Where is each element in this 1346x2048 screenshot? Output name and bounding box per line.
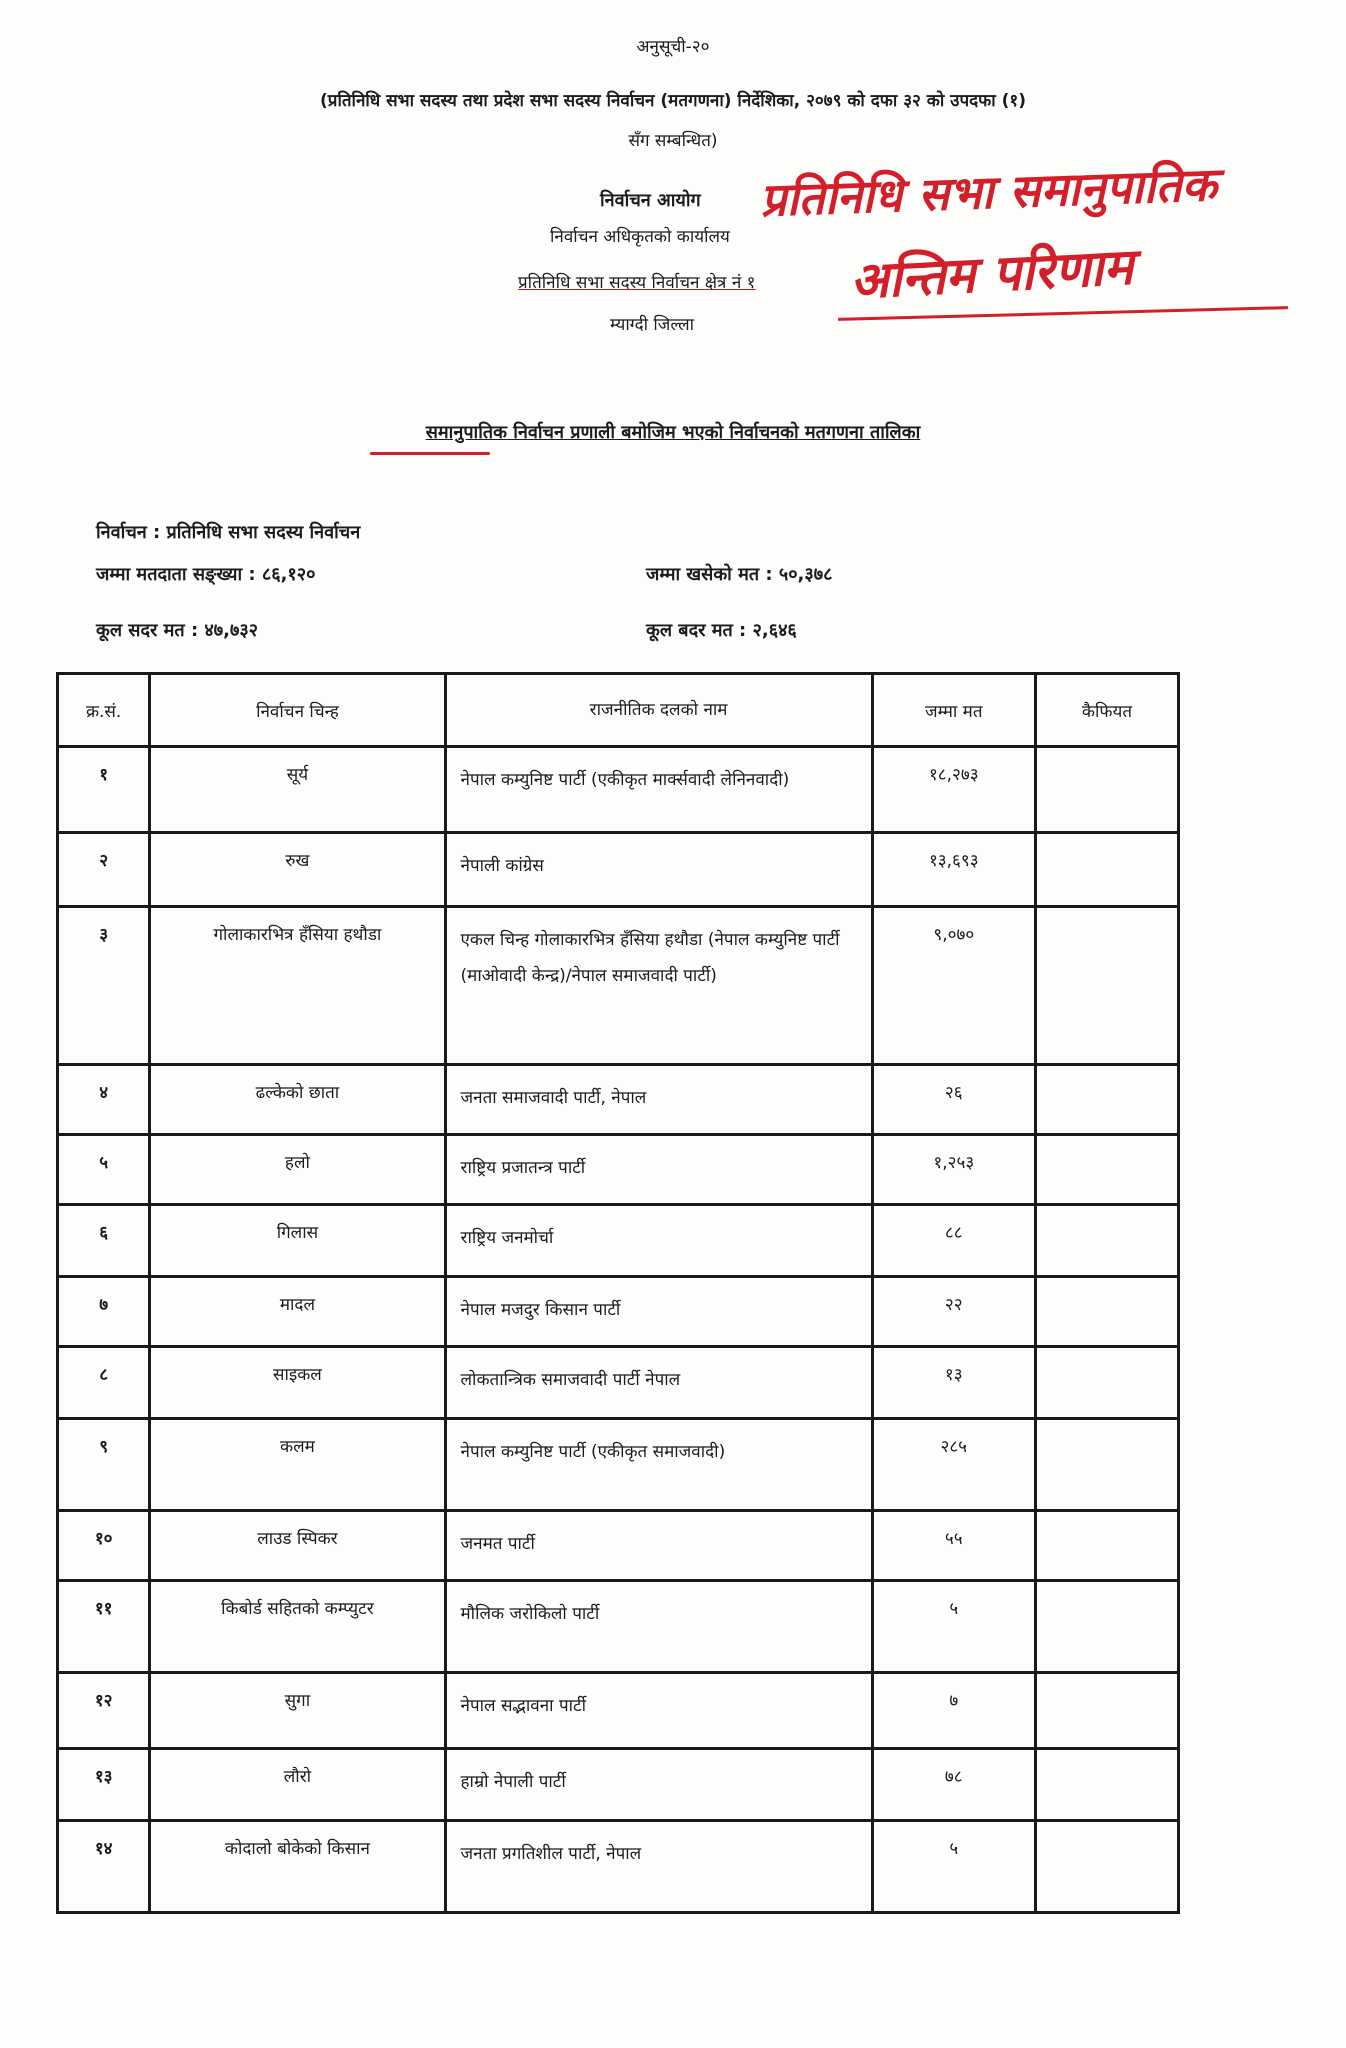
row-sn: ५ [58,1135,150,1205]
row-party: लोकतान्त्रिक समाजवादी पार्टी नेपाल [445,1347,872,1419]
row-votes: २८५ [872,1419,1035,1511]
table-row [58,1065,1179,1135]
constituency-title: प्रतिनिधि सभा सदस्य निर्वाचन क्षेत्र नं १ [518,273,756,293]
table-row [58,1205,1179,1277]
row-remarks [1035,1821,1178,1913]
table-title: समानुपातिक निर्वाचन प्रणाली बमोजिम भएको निर्वाचनको मतगणना तालिका [425,422,921,443]
row-remarks [1035,833,1178,907]
total-valid-votes: कूल सदर मत : ४७,७३२ [96,620,259,641]
row-votes: १३,६९३ [872,833,1035,907]
row-votes: ९,०७० [872,907,1035,1065]
row-sn: ९ [58,1419,150,1511]
row-sn: १३ [58,1749,150,1821]
total-votes-cast: जम्मा खसेको मत : ५०,३७८ [646,564,833,585]
commission-title: निर्वाचन आयोग [600,190,701,211]
col-header-party: राजनीतिक दलको नाम [445,674,872,747]
row-remarks [1035,1347,1178,1419]
row-votes: ७ [872,1673,1035,1749]
table-row [58,1511,1179,1581]
total-invalid-votes: कूल बदर मत : २,६४६ [646,620,797,641]
table-row [58,833,1179,907]
table-row [58,1673,1179,1749]
row-remarks [1035,1581,1178,1673]
row-sn: २ [58,833,150,907]
row-remarks [1035,1749,1178,1821]
reference-line: (प्रतिनिधि सभा सदस्य तथा प्रदेश सभा सदस्य निर्वाचन (मतगणना) निर्देशिका, २०७९ को दफा ३२ को उपदफा (१) [320,91,1026,111]
row-symbol: किबोर्ड सहितको कम्प्युटर [150,1581,445,1673]
row-sn: ३ [58,907,150,1065]
row-symbol: लौरो [150,1749,445,1821]
row-sn: ७ [58,1277,150,1347]
office-title: निर्वाचन अधिकृतको कार्यालय [550,227,730,247]
col-header-symbol: निर्वाचन चिन्ह [150,674,445,747]
row-symbol: साइकल [150,1347,445,1419]
row-party: जनता समाजवादी पार्टी, नेपाल [445,1065,872,1135]
row-symbol: गोलाकारभित्र हँसिया हथौडा [150,907,445,1065]
handwritten-annotation-1: प्रतिनिधि सभा समानुपातिक [759,157,1218,227]
row-symbol: कलम [150,1419,445,1511]
results-table [56,672,1180,1914]
handwritten-annotation-2: अन्तिम परिणाम [848,236,1135,311]
row-remarks [1035,747,1178,833]
row-votes: २६ [872,1065,1035,1135]
row-sn: १ [58,747,150,833]
row-symbol: सूर्य [150,747,445,833]
row-party: नेपाल मजदुर किसान पार्टी [445,1277,872,1347]
row-party: राष्ट्रिय जनमोर्चा [445,1205,872,1277]
row-party: नेपाल सद्भावना पार्टी [445,1673,872,1749]
row-votes: ७८ [872,1749,1035,1821]
row-sn: ६ [58,1205,150,1277]
table-row [58,1277,1179,1347]
row-party: जनमत पार्टी [445,1511,872,1581]
col-header-sn: क्र.सं. [58,674,150,747]
row-remarks [1035,907,1178,1065]
row-symbol: मादल [150,1277,445,1347]
row-party: राष्ट्रिय प्रजातन्त्र पार्टी [445,1135,872,1205]
table-body [58,747,1179,1913]
row-votes: १३ [872,1347,1035,1419]
election-type: निर्वाचन : प्रतिनिधि सभा सदस्य निर्वाचन [96,522,361,543]
table-row [58,1581,1179,1673]
col-header-votes: जम्मा मत [872,674,1035,747]
row-remarks [1035,1511,1178,1581]
row-votes: ८८ [872,1205,1035,1277]
table-row [58,907,1179,1065]
row-remarks [1035,1065,1178,1135]
table-row [58,1749,1179,1821]
reference-line-2: सँग सम्बन्धित) [628,131,718,151]
row-remarks [1035,1135,1178,1205]
row-party: नेपाल कम्युनिष्ट पार्टी (एकीकृत समाजवादी) [445,1419,872,1511]
table-row [58,1347,1179,1419]
row-votes: ५ [872,1821,1035,1913]
row-party: नेपाल कम्युनिष्ट पार्टी (एकीकृत मार्क्सवादी लेनिनवादी) [445,747,872,833]
table-row [58,1821,1179,1913]
row-sn: ११ [58,1581,150,1673]
row-sn: ८ [58,1347,150,1419]
row-symbol: लाउड स्पिकर [150,1511,445,1581]
row-sn: १४ [58,1821,150,1913]
row-votes: ५ [872,1581,1035,1673]
red-underline-mark [370,452,490,455]
row-votes: १,२५३ [872,1135,1035,1205]
table-header-row [58,674,1179,747]
row-symbol: हलो [150,1135,445,1205]
row-sn: १२ [58,1673,150,1749]
row-party: नेपाली कांग्रेस [445,833,872,907]
row-party: जनता प्रगतिशील पार्टी, नेपाल [445,1821,872,1913]
col-header-remarks: कैफियत [1035,674,1178,747]
row-symbol: गिलास [150,1205,445,1277]
total-voters: जम्मा मतदाता सङ्ख्या : ८६,१२० [96,564,316,585]
row-symbol: ढल्केको छाता [150,1065,445,1135]
row-remarks [1035,1673,1178,1749]
row-party: मौलिक जरोकिलो पार्टी [445,1581,872,1673]
row-symbol: सुगा [150,1673,445,1749]
district-title: म्याग्दी जिल्ला [610,315,695,335]
row-sn: ४ [58,1065,150,1135]
row-votes: ५५ [872,1511,1035,1581]
table-row [58,1135,1179,1205]
row-votes: १८,२७३ [872,747,1035,833]
row-remarks [1035,1277,1178,1347]
row-party: हाम्रो नेपाली पार्टी [445,1749,872,1821]
row-party: एकल चिन्ह गोलाकारभित्र हँसिया हथौडा (नेपाल कम्युनिष्ट पार्टी (माओवादी केन्द्र)/नेपाल समाजवादी पार्टी) [445,907,872,1065]
table-row [58,747,1179,833]
annex-label: अनुसूची-२० [636,37,710,57]
row-remarks [1035,1419,1178,1511]
row-symbol: रुख [150,833,445,907]
row-remarks [1035,1205,1178,1277]
row-sn: १० [58,1511,150,1581]
row-symbol: कोदालो बोकेको किसान [150,1821,445,1913]
table-row [58,1419,1179,1511]
row-votes: २२ [872,1277,1035,1347]
